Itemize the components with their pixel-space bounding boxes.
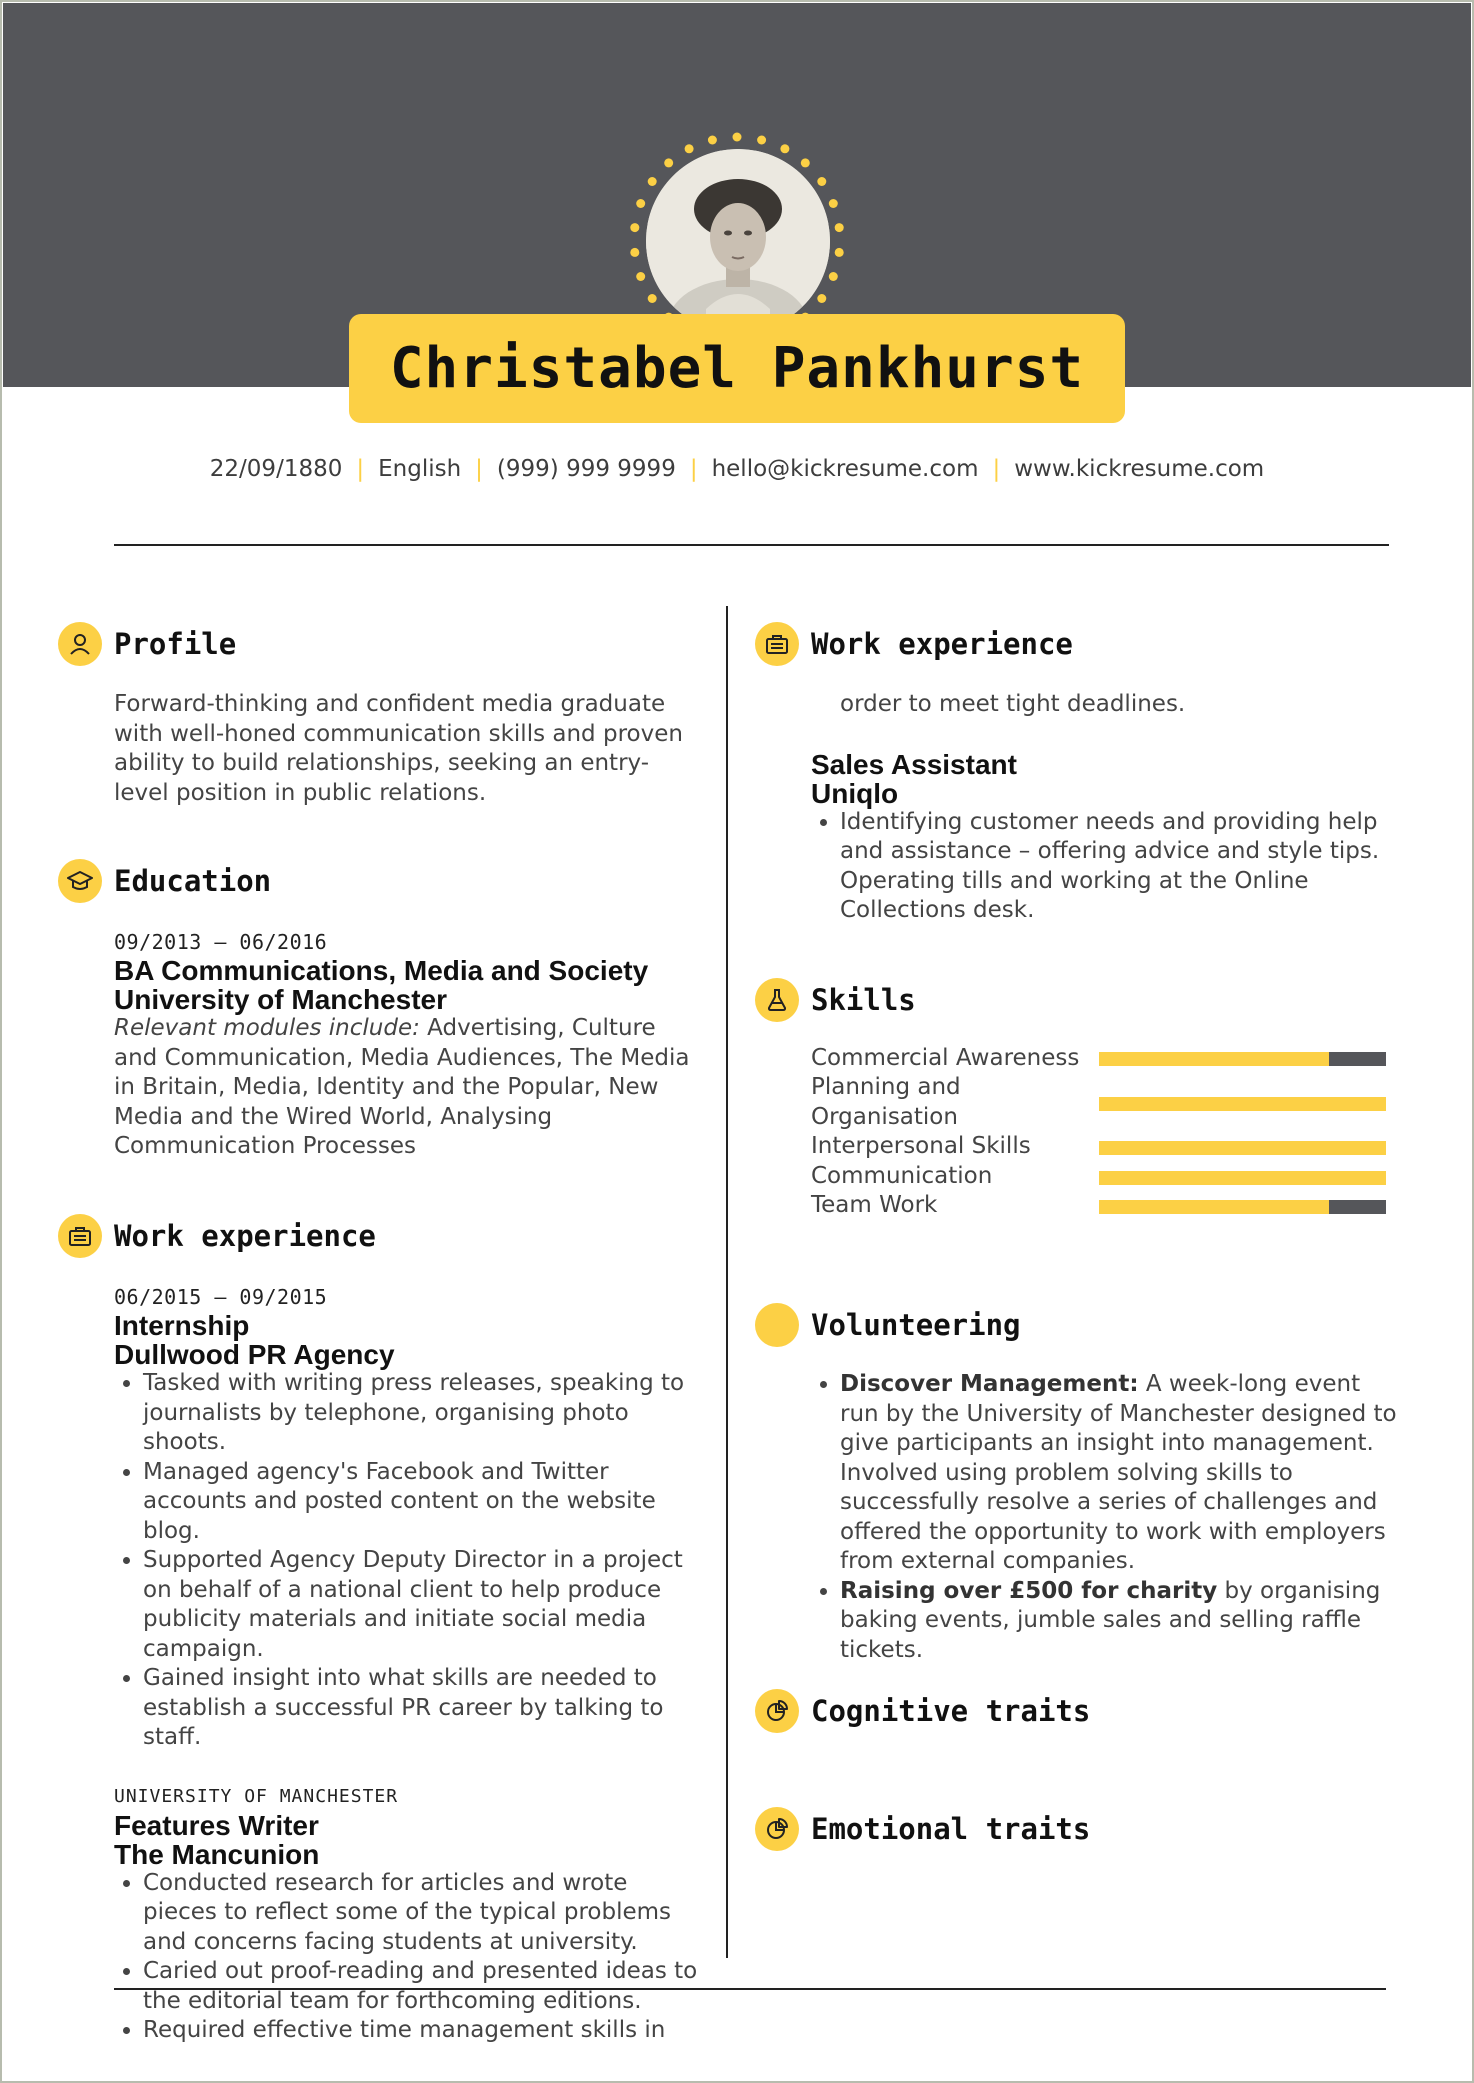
pie-chart-icon (755, 1689, 799, 1733)
ring-dot (648, 294, 657, 303)
job-role: Features Writer (114, 1809, 319, 1841)
ring-dot (648, 177, 657, 186)
job-continued-text: order to meet tight deadlines. (840, 691, 1186, 717)
emotional-heading: Emotional traits (811, 1812, 1091, 1846)
ring-dot (733, 133, 742, 142)
avatar (646, 149, 830, 333)
volunteer-text: A week-long event run by the University of Manchester designed to give participants an insight into management. Involved using problem solving skills to successfully resolve a series of challenges and offered the opportunity to work with employers from external companies. (840, 1371, 1397, 1574)
ring-dot (835, 223, 844, 232)
list-item: • Gained insight into what skills are needed to establish a successful PR career by talking to staff. (143, 1664, 704, 1753)
pie-chart-icon (755, 1807, 799, 1851)
volunteer-title: Discover Management: (840, 1371, 1139, 1397)
job-bullets (811, 808, 1401, 926)
skill-bar (1099, 1097, 1386, 1111)
ring-dot (817, 177, 826, 186)
job-bullets (114, 1369, 704, 1753)
education-degree: BA Communications, Media and Society (114, 955, 649, 986)
contact-line (0, 456, 1474, 482)
skill-name: Commercial Awareness (811, 1045, 1080, 1071)
ring-dot (835, 248, 844, 257)
profile-icon (58, 622, 102, 666)
ring-dot (636, 199, 645, 208)
flask-icon (755, 978, 799, 1022)
ring-dot (708, 136, 717, 145)
skill-bar-fill (1099, 1171, 1386, 1185)
ring-dot (801, 158, 810, 167)
ring-dot (630, 248, 639, 257)
job-company: Dullwood PR Agency (114, 1339, 395, 1370)
skill-name: Team Work (811, 1192, 938, 1218)
contact-website[interactable]: www.kickresume.com (1014, 456, 1265, 482)
modules-label: Relevant modules include: (114, 1015, 420, 1041)
volunteering-list (811, 1370, 1401, 1665)
skill-bar-fill (1099, 1141, 1386, 1155)
skill-bar-fill (1099, 1052, 1329, 1066)
work-section (114, 1283, 704, 2046)
job-role: Sales Assistant (811, 748, 1017, 780)
job-company: Uniqlo (811, 777, 899, 809)
profile-text: Forward-thinking and confident media graduate with well-honed communication skills and proven ability to build relationships, seeking an entry-level position in public relations. (114, 691, 683, 806)
cognitive-heading: Cognitive traits (811, 1694, 1091, 1728)
contact-phone[interactable]: (999) 999 9999 (496, 456, 676, 482)
contact-birthdate: 22/09/1880 (209, 456, 343, 482)
education-date: 09/2013 – 06/2016 (114, 930, 328, 954)
separator: | (689, 456, 698, 482)
skill-bar (1099, 1052, 1386, 1066)
contact-email[interactable]: hello@kickresume.com (711, 456, 979, 482)
ring-dot (636, 272, 645, 281)
skill-bar (1099, 1141, 1386, 1155)
skill-name: Planning and Organisation (811, 1074, 961, 1130)
list-item: • Tasked with writing press releases, speaking to journalists by telephone, organising photo shoots. (143, 1369, 704, 1458)
briefcase-icon (755, 622, 799, 666)
list-item: • Identifying customer needs and providing help and assistance – offering advice and style tips. Operating tills and working at the Online Collections desk. (840, 808, 1401, 926)
volunteer-title: Raising over £500 for charity (840, 1577, 1218, 1604)
job-bullets (114, 1869, 704, 2046)
list-item (840, 1577, 1401, 1666)
briefcase-icon (58, 1214, 102, 1258)
skill-bar (1099, 1200, 1386, 1214)
skills-heading: Skills (811, 983, 916, 1017)
education-heading: Education (114, 864, 272, 898)
list-item: • Caried out proof-reading and presented ideas to the editorial team for forthcoming editions. (143, 1957, 704, 2016)
column-divider (726, 606, 728, 1958)
volunteering-icon (755, 1303, 799, 1347)
ring-dot (685, 144, 694, 153)
ring-dot (780, 144, 789, 153)
modules-text: Advertising, Culture and Communication, Media Audiences, The Media in Britain, Media, Identity and the Popular, New Media and the Wired World, Analysing Communication Processes (114, 1015, 690, 1159)
contact-language: English (378, 456, 462, 482)
list-item: • Supported Agency Deputy Director in a project on behalf of a national client to help produce publicity materials and initiate social media campaign. (143, 1546, 704, 1664)
skill-bar (1099, 1171, 1386, 1185)
top-divider (114, 544, 1389, 546)
list-item: • Managed agency's Facebook and Twitter accounts and posted content on the website blog. (143, 1458, 704, 1547)
work-heading: Work experience (114, 1219, 376, 1253)
job-company: The Mancunion (114, 1838, 320, 1870)
separator: | (356, 456, 365, 482)
education-modules (114, 1014, 704, 1162)
volunteering-section (811, 1370, 1401, 1665)
separator: | (992, 456, 1001, 482)
list-item: • Conducted research for articles and wrote pieces to reflect some of the typical problems and concerns facing students at university. (143, 1869, 704, 1958)
skill-bar-fill (1099, 1200, 1329, 1214)
education-school: University of Manchester (114, 984, 447, 1015)
work-continued-heading: Work experience (811, 627, 1073, 661)
person-name: Christabel Pankhurst (389, 336, 1085, 401)
job-date: 06/2015 – 09/2015 (114, 1285, 328, 1309)
ring-dot (817, 294, 826, 303)
ring-dot (630, 223, 639, 232)
graduation-cap-icon (58, 859, 102, 903)
ring-dot (757, 136, 766, 145)
list-item (840, 1370, 1401, 1577)
separator: | (475, 456, 483, 482)
volunteering-heading: Volunteering (811, 1308, 1021, 1342)
profile-heading: Profile (114, 627, 237, 661)
portrait-image (646, 149, 830, 333)
ring-dot (664, 158, 673, 167)
ring-dot (829, 272, 838, 281)
work-continued-section (811, 690, 1401, 926)
education-section (114, 928, 704, 1162)
list-item: • Required effective time management skills in (143, 2016, 704, 2046)
job-role: Internship (114, 1310, 250, 1341)
name-banner (349, 314, 1125, 423)
profile-section (114, 690, 696, 808)
skill-name: Communication (811, 1163, 993, 1189)
ring-dot (829, 199, 838, 208)
skill-name: Interpersonal Skills (811, 1133, 1031, 1159)
volunteer-text: by organising baking events, jumble sales and selling raffle tickets. (840, 1577, 1381, 1663)
job-label: UNIVERSITY OF MANCHESTER (114, 1785, 399, 1807)
skill-bar-fill (1099, 1097, 1386, 1111)
